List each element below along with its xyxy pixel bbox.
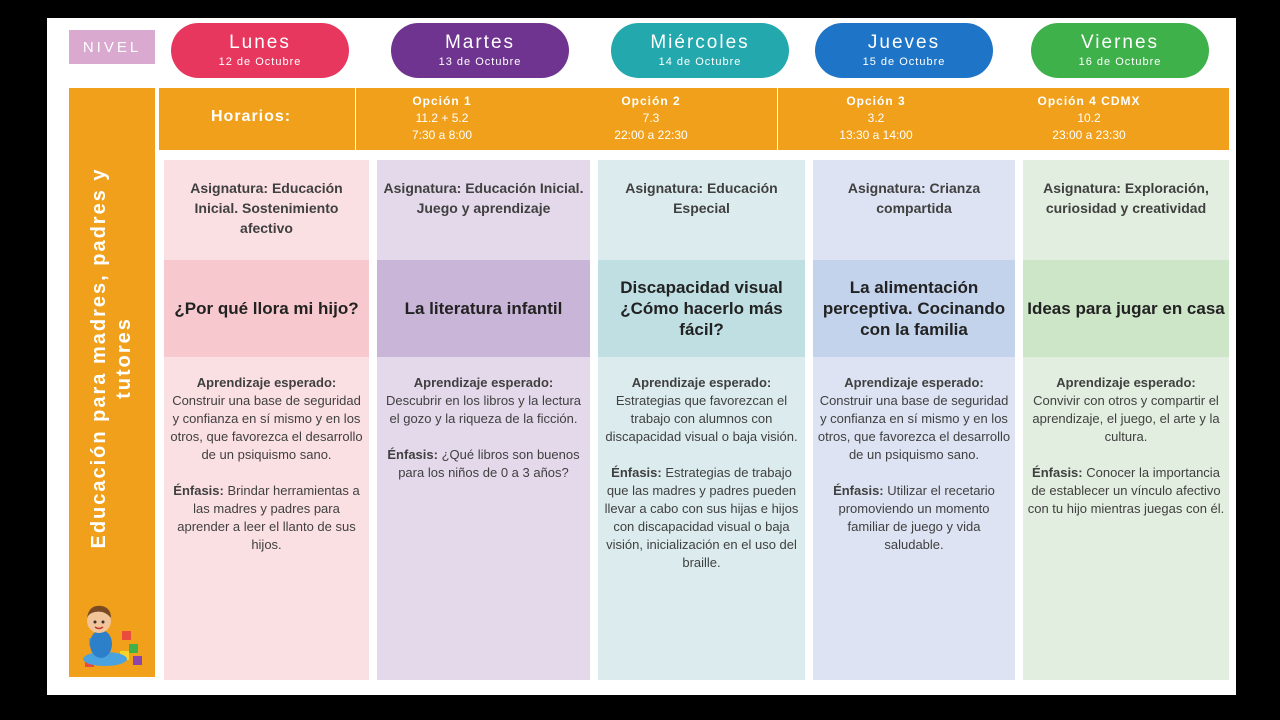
day-column-martes <box>377 160 590 680</box>
option-channel: 7.3 <box>642 111 660 125</box>
day-name: Lunes <box>229 32 291 53</box>
day-name: Martes <box>444 32 516 53</box>
slide <box>47 18 1236 695</box>
day-column-jueves <box>813 160 1015 680</box>
enfasis <box>602 464 801 572</box>
day-date: 14 de Octubre <box>658 56 742 68</box>
horario-option-1 <box>367 93 517 144</box>
option-channel: 11.2 + 5.2 <box>415 111 469 125</box>
aprendizaje-text: Descubrir en los libros y la lectura el gozo y la riqueza de la ficción. <box>385 393 582 426</box>
column-body <box>1023 374 1229 518</box>
enfasis-text: Estrategias de trabajo que las madres y padres pueden llevar a cabo con sus hijas e hijos con discapacidad visual o baja visión, inicialización en el uso del braille. <box>604 465 799 570</box>
day-pill-jueves <box>815 23 993 78</box>
enfasis-text: Utilizar el recetario promoviendo un momento familiar de juego y vida saludable. <box>838 483 995 552</box>
aprendizaje-title: Aprendizaje esperado: <box>413 375 554 390</box>
asignatura: Asignatura: Exploración, curiosidad y creatividad <box>1043 180 1209 216</box>
option-title: Opción 3 <box>846 94 906 108</box>
enfasis-title: Énfasis: <box>611 465 662 480</box>
option-title: Opción 1 <box>412 94 472 108</box>
day-pill-martes <box>391 23 569 78</box>
enfasis <box>817 482 1011 554</box>
day-pill-miercoles <box>611 23 789 78</box>
tema-title: Discapacidad visual ¿Cómo hacerlo más fácil? <box>598 260 805 357</box>
option-title: Opción 2 <box>621 94 681 108</box>
enfasis <box>381 446 586 482</box>
day-date: 15 de Octubre <box>862 56 946 68</box>
day-pill-viernes <box>1031 23 1209 78</box>
enfasis <box>168 482 365 554</box>
option-time: 22:00 a 22:30 <box>614 128 688 142</box>
sidebar <box>69 88 155 677</box>
option-title: Opción 4 CDMX <box>1037 94 1141 108</box>
enfasis-title: Énfasis: <box>1032 465 1083 480</box>
enfasis-text: Brindar herramientas a las madres y padres para aprender a leer el llanto de sus hijos. <box>177 483 360 552</box>
aprendizaje-text: Estrategias que favorezcan el trabajo con alumnos con discapacidad visual o baja visión. <box>605 393 798 444</box>
option-channel: 3.2 <box>867 111 885 125</box>
tema-title: Ideas para jugar en casa <box>1023 260 1229 357</box>
tema-title: ¿Por qué llora mi hijo? <box>164 260 369 357</box>
option-time: 23:00 a 23:30 <box>1052 128 1126 142</box>
column-body <box>377 374 590 482</box>
aprendizaje-text: Construir una base de seguridad y confianza en sí mismo y en los otros, que favorezca el desarrollo de un psiquismo sano. <box>170 393 363 462</box>
asignatura: Asignatura: Educación Inicial. Juego y aprendizaje <box>383 180 584 216</box>
day-date: 12 de Octubre <box>218 56 302 68</box>
day-date: 13 de Octubre <box>438 56 522 68</box>
asignatura: Asignatura: Educación Especial <box>625 180 778 216</box>
horario-option-3 <box>801 93 951 144</box>
option-time: 7:30 a 8:00 <box>411 128 473 142</box>
day-name: Jueves <box>867 32 941 53</box>
horarios-divider <box>777 88 778 150</box>
asignatura: Asignatura: Educación Inicial. Sostenimiento afectivo <box>190 180 343 236</box>
horarios-divider <box>355 88 356 150</box>
enfasis <box>1027 464 1225 518</box>
enfasis-title: Énfasis: <box>173 483 224 498</box>
option-channel: 10.2 <box>1077 111 1101 125</box>
day-column-viernes <box>1023 160 1229 680</box>
day-name: Miércoles <box>650 32 750 53</box>
day-column-lunes <box>164 160 369 680</box>
asignatura: Asignatura: Crianza compartida <box>847 180 981 216</box>
option-time: 13:30 a 14:00 <box>839 128 913 142</box>
sidebar-title <box>87 98 137 618</box>
tema-title: La alimentación perceptiva. Cocinando con la familia <box>813 260 1015 357</box>
aprendizaje-title: Aprendizaje esperado: <box>196 375 337 390</box>
aprendizaje-title: Aprendizaje esperado: <box>631 375 772 390</box>
enfasis-title: Énfasis: <box>833 483 884 498</box>
day-column-miercoles <box>598 160 805 680</box>
column-body <box>813 374 1015 554</box>
child-playing-illustration <box>75 596 149 672</box>
aprendizaje-title: Aprendizaje esperado: <box>844 375 984 390</box>
day-name: Viernes <box>1080 32 1160 53</box>
enfasis-title: Énfasis: <box>387 447 438 462</box>
enfasis-text: Conocer la importancia de establecer un vínculo afectivo con tu hijo mientras juegas con él. <box>1027 465 1225 516</box>
horarios-label: Horarios: <box>211 108 292 125</box>
nivel-label: NIVEL <box>69 30 155 64</box>
aprendizaje-title: Aprendizaje esperado: <box>1056 375 1196 390</box>
tema-title: La literatura infantil <box>377 260 590 357</box>
sidebar-title-line1: Educación para madres, padres y <box>88 167 110 549</box>
sidebar-title-line2: tutores <box>113 317 135 399</box>
enfasis-text: ¿Qué libros son buenos para los niños de 0 a 3 años? <box>398 447 580 480</box>
column-body <box>598 374 805 572</box>
day-date: 16 de Octubre <box>1078 56 1162 68</box>
horario-option-2 <box>576 93 726 144</box>
column-body <box>164 374 369 554</box>
aprendizaje-text: Construir una base de seguridad y confianza en sí mismo y en los otros, que favorezca el desarrollo de un psiquismo sano. <box>817 393 1011 462</box>
aprendizaje-text: Convivir con otros y compartir el aprendizaje, el juego, el arte y la cultura. <box>1032 393 1220 444</box>
day-pill-lunes <box>171 23 349 78</box>
horario-option-4 <box>1014 93 1164 144</box>
horarios-bar <box>159 88 1229 150</box>
